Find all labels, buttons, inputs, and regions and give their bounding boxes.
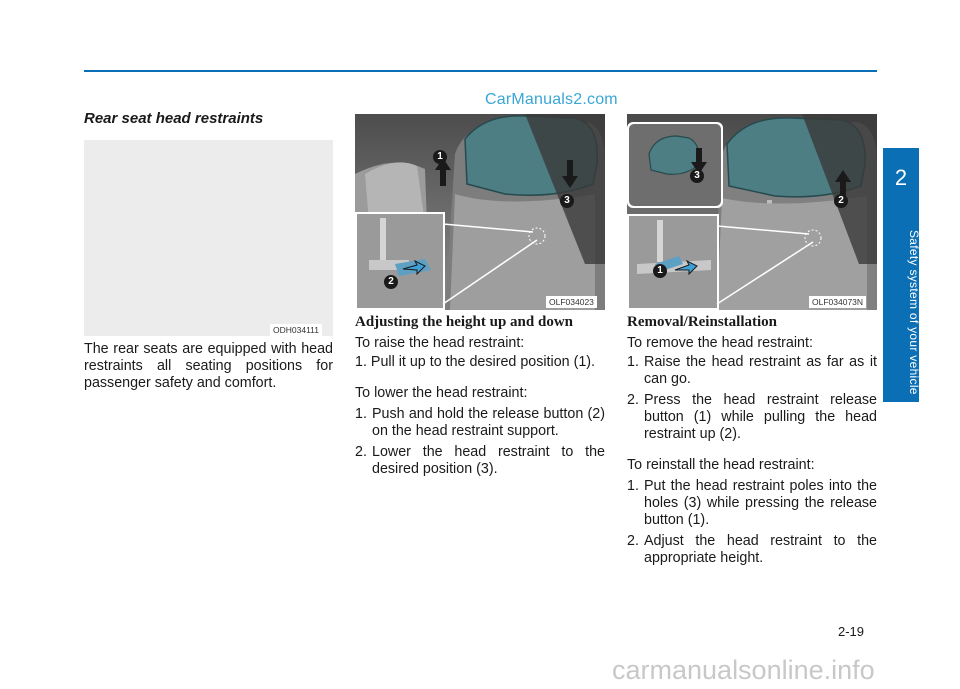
reinstall-steps <box>627 478 877 567</box>
list-item <box>355 354 605 371</box>
step-text: Put the head restraint poles into the holes (3) while pressing the release button (1). <box>644 478 877 528</box>
lower-steps <box>355 406 605 478</box>
removal-column <box>627 314 877 571</box>
step-text: Push and hold the release button (2) on the head restraint support. <box>372 406 605 439</box>
footer-watermark: carmanualsonline.info <box>612 655 875 685</box>
callout-3: 3 <box>560 194 574 208</box>
step-number: 1. <box>355 406 367 422</box>
step-number: 1. <box>627 478 639 494</box>
seat-illustration-2 <box>627 114 877 310</box>
remove-intro: To remove the head restraint: <box>627 335 813 351</box>
remove-steps <box>627 354 877 443</box>
step-number: 2. <box>355 444 367 460</box>
raise-intro: To raise the head restraint: <box>355 335 525 351</box>
list-item <box>627 478 877 529</box>
chapter-number: 2 <box>894 165 908 190</box>
raise-steps <box>355 354 605 371</box>
list-item <box>627 533 877 567</box>
step-text: Lower the head restraint to the desired position (3). <box>372 444 605 477</box>
step-text: Pull it up to the desired position (1). <box>370 354 596 370</box>
callout-1: 1 <box>433 150 447 164</box>
step-number: 1. <box>355 354 367 370</box>
figure-code: OLF034023 <box>546 296 597 308</box>
step-number: 1. <box>627 354 639 370</box>
figure-rear-seats <box>84 140 333 336</box>
figure-removal <box>627 114 877 310</box>
list-item <box>627 392 877 443</box>
page-number: 2-19 <box>838 624 865 639</box>
figure-height-adjust <box>355 114 605 310</box>
step-text: Press the head restraint release button (1) while pulling the head restraint up (2). <box>644 392 877 442</box>
step-text: Adjust the head restraint to the appropriate height. <box>644 533 877 566</box>
step-number: 2. <box>627 392 639 408</box>
callout-2: 2 <box>384 275 398 289</box>
figure-code: OLF034073N <box>809 296 866 308</box>
list-item <box>355 444 605 478</box>
chapter-label: Safety system of your vehicle <box>907 230 921 395</box>
step-text: Raise the head restraint as far as it can go. <box>644 354 877 387</box>
step-number: 2. <box>627 533 639 549</box>
section-title: Rear seat head restraints <box>84 110 264 127</box>
adjusting-heading: Adjusting the height up and down <box>355 314 573 330</box>
adjusting-column <box>355 314 605 482</box>
callout-1: 1 <box>653 264 667 278</box>
list-item <box>355 406 605 440</box>
site-watermark: CarManuals2.com <box>485 91 618 108</box>
list-item <box>627 354 877 388</box>
callout-2: 2 <box>834 194 848 208</box>
lower-intro: To lower the head restraint: <box>355 385 528 401</box>
figure-code: ODH034111 <box>270 324 322 336</box>
header-rule <box>84 70 877 72</box>
callout-3: 3 <box>690 169 704 183</box>
reinstall-intro: To reinstall the head restraint: <box>627 457 815 473</box>
removal-heading: Removal/Reinstallation <box>627 314 777 330</box>
intro-paragraph: The rear seats are equipped with head restraints all seating positions for passenger safety and comfort. <box>84 341 333 391</box>
